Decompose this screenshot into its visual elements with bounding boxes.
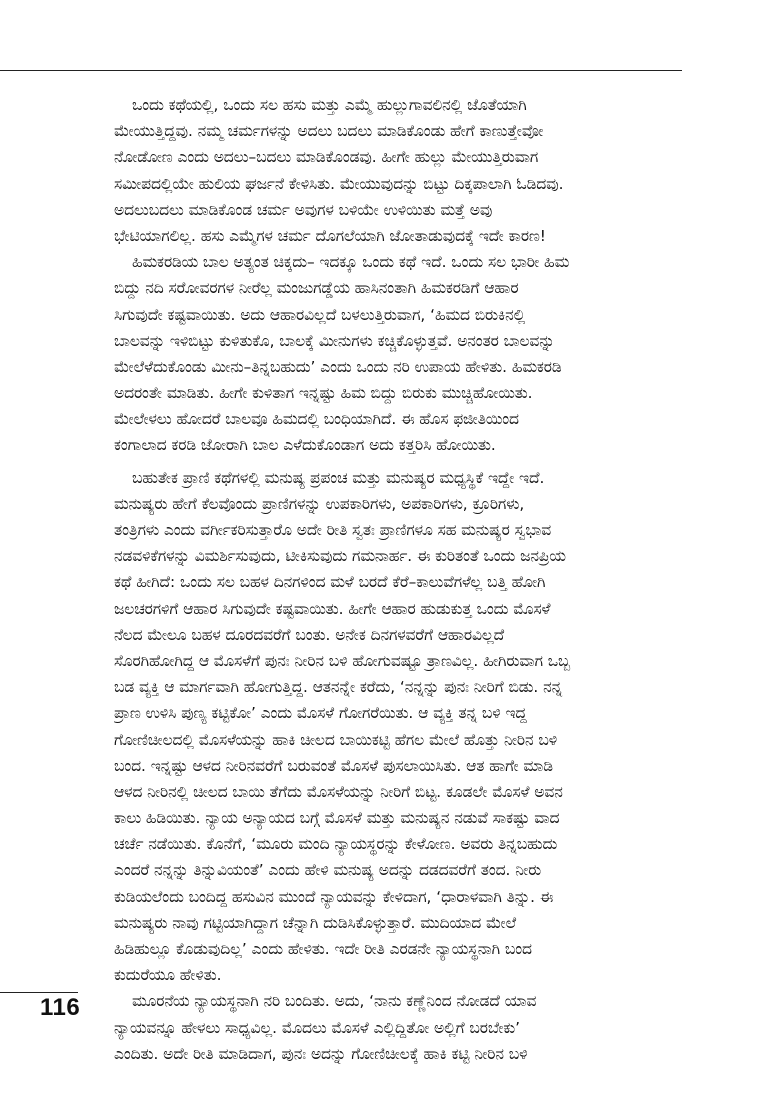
text-line: ಬಿದ್ದು ನದಿ ಸರೋವರಗಳ ನೀರೆಲ್ಲ ಮಂಜುಗಡ್ಡೆಯ ಹಾಸಿನಂತಾಗಿ ಹಿಮಕರಡಿಗೆ ಆಹಾರ [114, 279, 519, 298]
text-line: ಸಮೀಪದಲ್ಲಿಯೇ ಹುಲಿಯ ಘರ್ಜನೆ ಕೇಳಿಸಿತು. ಮೇಯುವುದನ್ನು ಬಿಟ್ಟು ದಿಕ್ಕಪಾಲಾಗಿ ಓಡಿದವು. [114, 174, 564, 193]
text-line: ನ್ಯಾಯವನ್ನೂ ಹೇಳಲು ಸಾಧ್ಯವಿಲ್ಲ. ಮೊದಲು ಮೊಸಳೆ ಎಲ್ಲಿದ್ದಿತೋ ಅಲ್ಲಿಗೆ ಬರಬೇಕು’ [114, 1018, 520, 1037]
text-line: ಮೇಲೆಳೆದುಕೊಂಡು ಮೀನು–ತಿನ್ನಬಹುದು’ ಎಂದು ಒಂದು ನರಿ ಉಪಾಯ ಹೇಳಿತು. ಹಿಮಕರಡಿ [114, 357, 562, 376]
text-line: ಎಂದರೆ ನನ್ನನ್ನು ತಿನ್ನುವಿಯಂತೆ’ ಎಂದು ಹೇಳಿ ಮನುಷ್ಯ ಅದನ್ನು ದಡದವರೆಗೆ ತಂದ. ನೀರು [114, 861, 542, 880]
text-line: ಒಂದು ಕಥೆಯಲ್ಲಿ, ಒಂದು ಸಲ ಹಸು ಮತ್ತು ಎಮ್ಮೆ ಹುಲ್ಲುಗಾವಲಿನಲ್ಲಿ ಜೊತೆಯಾಗಿ [132, 96, 527, 114]
text-line: ಮೂರನೆಯ ನ್ಯಾಯಸ್ಥನಾಗಿ ನರಿ ಬಂದಿತು. ಅದು, ‘ನಾನು ಕಣ್ಣೆನಿಂದ ನೋಡದೆ ಯಾವ [132, 992, 537, 1011]
text-line: ಕಾಲು ಹಿಡಿಯಿತು. ನ್ಯಾಯ ಅನ್ಯಾಯದ ಬಗ್ಗೆ ಮೊಸಳೆ ಮತ್ತು ಮನುಷ್ಯನ ನಡುವೆ ಸಾಕಷ್ಟು ವಾದ [114, 809, 560, 828]
text-line: ತಂತ್ರಿಗಳು ಎಂದು ವರ್ಗೀಕರಿಸುತ್ತಾರೊ ಅದೇ ರೀತಿ ಸ್ವತಃ ಪ್ರಾಣಿಗಳೂ ಸಹ ಮನುಷ್ಯರ ಸ್ವಭಾವ [114, 521, 552, 539]
body-text [114, 92, 666, 1067]
paragraph-4 [114, 988, 666, 1067]
text-line: ಮನುಷ್ಯರು ನಾವು ಗಟ್ಟಿಯಾಗಿದ್ದಾಗ ಚೆನ್ನಾಗಿ ದುಡಿಸಿಕೊಳ್ಳುತ್ತಾರೆ. ಮುದಿಯಾದ ಮೇಲೆ [114, 913, 517, 932]
text-line: ಎಂದಿತು. ಅದೇ ರೀತಿ ಮಾಡಿದಾಗ, ಪುನಃ ಅದನ್ನು ಗೋಣಿಚೀಲಕ್ಕೆ ಹಾಕಿ ಕಟ್ಟಿ ನೀರಿನ ಬಳಿ [114, 1044, 528, 1063]
text-line: ಭೇಟಿಯಾಗಲಿಲ್ಲ. ಹಸು ಎಮ್ಮೆಗಳ ಚರ್ಮ ದೊಗಲೆಯಾಗಿ ಜೋತಾಡುವುದಕ್ಕೆ ಇದೇ ಕಾರಣ! [114, 226, 546, 245]
text-line: ಜಲಚರಗಳಿಗೆ ಆಹಾರ ಸಿಗುವುದೇ ಕಷ್ಟವಾಯಿತು. ಹೀಗೇ ಆಹಾರ ಹುಡುಕುತ್ತ ಒಂದು ಮೊಸಳೆ [114, 599, 551, 618]
text-line: ನೆಲದ ಮೇಲೂ ಬಹಳ ದೂರದವರೆಗೆ ಬಂತು. ಅನೇಕ ದಿನಗಳವರೆಗೆ ಆಹಾರವಿಲ್ಲದೆ [114, 625, 505, 644]
text-line: ಪ್ರಾಣ ಉಳಿಸಿ ಪುಣ್ಯ ಕಟ್ಟಿಕೋ’ ಎಂದು ಮೊಸಳೆ ಗೋಗರೆಯಿತು. ಆ ವ್ಯಕ್ತಿ ತನ್ನ ಬಳಿ ಇದ್ದ [114, 704, 527, 723]
text-line: ಚರ್ಚೆ ನಡೆಯಿತು. ಕೊನೆಗೆ, ‘ಮೂರು ಮಂದಿ ನ್ಯಾಯಸ್ಥರನ್ನು ಕೇಳೋಣ. ಅವರು ತಿನ್ನಬಹುದು [114, 835, 558, 854]
text-line: ಆಳದ ನೀರಿನಲ್ಲಿ ಚೀಲದ ಬಾಯಿ ತೆಗೆದು ಮೊಸಳೆಯನ್ನು ನೀರಿಗೆ ಬಿಟ್ಟ. ಕೂಡಲೇ ಮೊಸಳೆ ಅವನ [114, 782, 563, 801]
text-line: ಸೊರಗಿಹೋಗಿದ್ದ ಆ ಮೊಸಳೆಗೆ ಪುನಃ ನೀರಿನ ಬಳಿ ಹೋಗುವಷ್ಟೂ ತ್ರಾಣವಿಲ್ಲ. ಹೀಗಿರುವಾಗ ಒಬ್ಬ [114, 651, 571, 670]
footer-rule [0, 992, 78, 993]
paragraph-2 [114, 249, 666, 459]
text-line: ಹಿಡಿಹುಲ್ಲೂ ಕೊಡುವುದಿಲ್ಲ’ ಎಂದು ಹೇಳಿತು. ಇದೇ ರೀತಿ ಎರಡನೇ ನ್ಯಾಯಸ್ಥನಾಗಿ ಬಂದ [114, 940, 532, 958]
header-rule [0, 70, 682, 71]
text-line: ಸಿಗುವುದೇ ಕಷ್ಟವಾಯಿತು. ಅದು ಆಹಾರವಿಲ್ಲದೆ ಬಳಲುತ್ತಿರುವಾಗ, ‘ಹಿಮದ ಬಿರುಕಿನಲ್ಲಿ [114, 305, 526, 324]
text-line: ಬಹುತೇಕ ಪ್ರಾಣಿ ಕಥೆಗಳಲ್ಲಿ ಮನುಷ್ಯ ಪ್ರಪಂಚ ಮತ್ತು ಮನುಷ್ಯರ ಮಧ್ಯಸ್ಥಿಕೆ ಇದ್ದೇ ಇದೆ. [132, 468, 545, 487]
text-line: ಮೇಲೇಳಲು ಹೋದರೆ ಬಾಲವೂ ಹಿಮದಲ್ಲಿ ಬಂಧಿಯಾಗಿದೆ. ಈ ಹೊಸ ಫಜೀತಿಯಿಂದ [114, 410, 519, 429]
text-line: ಕಥೆ ಹೀಗಿದೆ: ಒಂದು ಸಲ ಬಹಳ ದಿನಗಳಿಂದ ಮಳೆ ಬರದೆ ಕೆರೆ–ಕಾಲುವೆಗಳೆಲ್ಲ ಬತ್ತಿ ಹೋಗಿ [114, 573, 546, 592]
text-line: ಮೇಯುತ್ತಿದ್ದವು. ನಮ್ಮ ಚರ್ಮಗಳನ್ನು ಅದಲು ಬದಲು ಮಾಡಿಕೊಂಡು ಹೇಗೆ ಕಾಣುತ್ತೇವೋ [114, 122, 544, 141]
text-line: ಹಿಮಕರಡಿಯ ಬಾಲ ಅತ್ಯಂತ ಚಿಕ್ಕದು– ಇದಕ್ಕೂ ಒಂದು ಕಥೆ ಇದೆ. ಒಂದು ಸಲ ಭಾರೀ ಹಿಮ [132, 253, 570, 272]
text-line: ನಡವಳಿಕೆಗಳನ್ನು ವಿಮರ್ಶಿಸುವುದು, ಟೀಕಿಸುವುದು ಗಮನಾರ್ಹ. ಈ ಕುರಿತಂತೆ ಒಂದು ಜನಪ್ರಿಯ [114, 547, 566, 566]
text-line: ನೋಡೋಣ ಎಂದು ಅದಲು–ಬದಲು ಮಾಡಿಕೊಂಡವು. ಹೀಗೇ ಹುಲ್ಲು ಮೇಯುತ್ತಿರುವಾಗ [114, 148, 539, 167]
text-line: ಕುದುರೆಯೂ ಹೇಳಿತು. [114, 966, 222, 985]
text-line: ಬಡ ವ್ಯಕ್ತಿ ಆ ಮಾರ್ಗವಾಗಿ ಹೋಗುತ್ತಿದ್ದ. ಆತನನ್ನೇ ಕರೆದು, ‘ನನ್ನನ್ನು ಪುನಃ ನೀರಿಗೆ ಬಿಡು. ನನ್ನ [114, 678, 563, 697]
page-number: 116 [40, 994, 81, 1021]
text-line: ಮನುಷ್ಯರು ಹೇಗೆ ಕೆಲವೊಂದು ಪ್ರಾಣಿಗಳನ್ನು ಉಪಕಾರಿಗಳು, ಅಪಕಾರಿಗಳು, ಕ್ರೂರಿಗಳು, [114, 494, 525, 513]
text-line: ಗೋಣಿಚೀಲದಲ್ಲಿ ಮೊಸಳೆಯನ್ನು ಹಾಕಿ ಚೀಲದ ಬಾಯಿಕಟ್ಟಿ ಹೆಗಲ ಮೇಲೆ ಹೊತ್ತು ನೀರಿನ ಬಳಿ [114, 730, 558, 749]
text-line: ಬಂದ. ಇನ್ನಷ್ಟು ಆಳದ ನೀರಿನವರೆಗೆ ಬರುವಂತೆ ಮೊಸಳೆ ಪುಸಲಾಯಿಸಿತು. ಆತ ಹಾಗೇ ಮಾಡಿ [114, 756, 553, 775]
text-line: ಕಂಗಾಲಾದ ಕರಡಿ ಜೋರಾಗಿ ಬಾಲ ಎಳೆದುಕೊಂಡಾಗ ಅದು ಕತ್ತರಿಸಿ ಹೋಯಿತು. [114, 436, 496, 455]
paragraph-1 [114, 92, 666, 249]
text-line: ಬಾಲವನ್ನು ಇಳಿಬಿಟ್ಟು ಕುಳಿತುಕೊ, ಬಾಲಕ್ಕೆ ಮೀನುಗಳು ಕಚ್ಚಿಕೊಳ್ಳುತ್ತವೆ. ಅನಂತರ ಬಾಲವನ್ನು [114, 331, 555, 350]
text-line: ಅದರಂತೇ ಮಾಡಿತು. ಹೀಗೇ ಕುಳಿತಾಗ ಇನ್ನಷ್ಟು ಹಿಮ ಬಿದ್ದು ಬಿರುಕು ಮುಚ್ಚಿಹೋಯಿತು. [114, 384, 533, 403]
text-line: ಅದಲುಬದಲು ಮಾಡಿಕೊಂಡ ಚರ್ಮ ಅವುಗಳ ಬಳಿಯೇ ಉಳಿಯಿತು ಮತ್ತೆ ಅವು [114, 200, 493, 219]
text-line: ಕುಡಿಯಲೆಂದು ಬಂದಿದ್ದ ಹಸುವಿನ ಮುಂದೆ ನ್ಯಾಯವನ್ನು ಕೇಳಿದಾಗ, ‘ಧಾರಾಳವಾಗಿ ತಿನ್ನು. ಈ [114, 887, 554, 906]
paragraph-3 [114, 465, 666, 989]
